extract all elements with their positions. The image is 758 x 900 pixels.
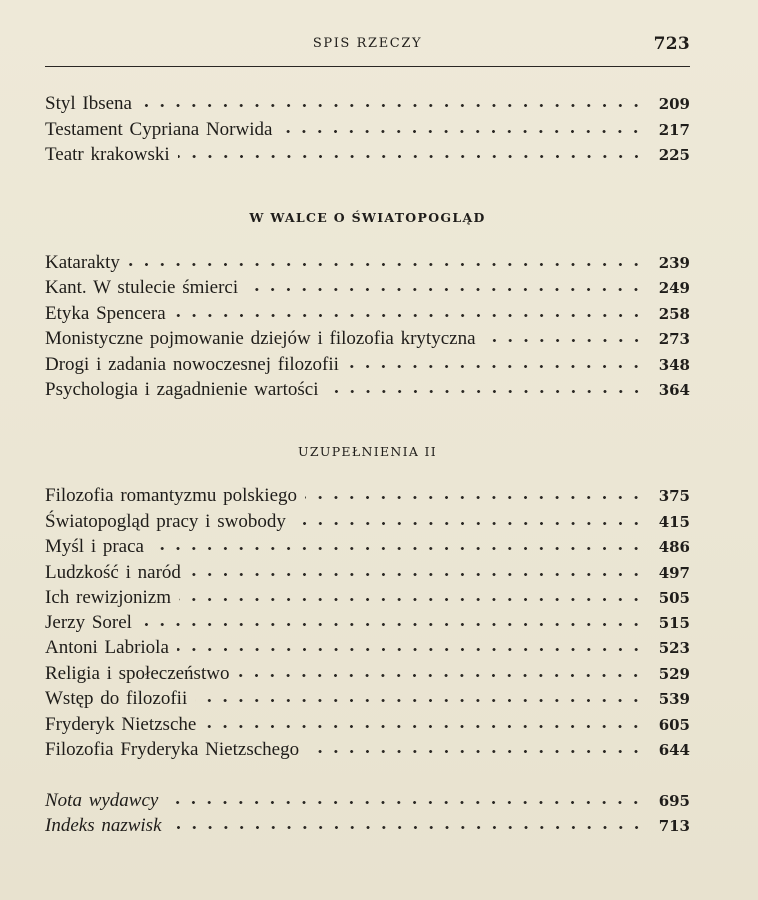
section-heading-w-walce: W WALCE O ŚWIATOPOGLĄD: [249, 210, 486, 225]
page-number: 723: [653, 34, 690, 54]
dot-leader: [347, 352, 644, 370]
toc-entry-title: Styl Ibsena: [45, 93, 132, 114]
toc-entry-title: Etyka Spencera: [45, 303, 166, 324]
running-head: [45, 36, 690, 58]
toc-entry-jerzy-sorel: [45, 610, 690, 634]
toc-entry-ludzkosc-i-narod: [45, 560, 690, 584]
toc-entry-title: Indeks nazwisk: [45, 815, 162, 836]
toc-entry-swiatopoglad-pracy: [45, 509, 690, 533]
toc-entry-page: 209: [658, 95, 690, 113]
toc-entry-title: Ludzkość i naród: [45, 562, 181, 583]
toc-entry-drogi-i-zadania: [45, 352, 690, 376]
toc-entry-nota-wydawcy: [45, 788, 690, 812]
toc-entry-title: Ich rewizjonizm: [45, 587, 171, 608]
toc-entry-page: 605: [658, 716, 690, 734]
toc-entry-title: Filozofia Fryderyka Nietzschego: [45, 739, 300, 760]
toc-entry-page: 239: [658, 254, 690, 272]
toc-entry-page: 515: [658, 614, 690, 632]
toc-entry-title: Testament Cypriana Norwida: [45, 119, 273, 140]
dot-leader: [177, 635, 644, 653]
toc-entry-page: 505: [658, 589, 690, 607]
toc-entry-title: Filozofia romantyzmu polskiego: [45, 485, 298, 506]
toc-entry-page: 497: [658, 564, 690, 582]
toc-entry-title: Drogi i zadania nowoczesnej filozofii: [45, 354, 339, 375]
dot-leader: [179, 585, 644, 603]
toc-entry-page: 273: [658, 330, 690, 348]
toc-entry-title: Światopogląd pracy i swobody: [45, 511, 286, 532]
toc-entry-antoni-labriola: [45, 635, 690, 659]
toc-entry-title: Antoni Labriola: [45, 637, 169, 658]
dot-leader: [305, 483, 644, 501]
toc-entry-psychologia: [45, 377, 690, 401]
dot-leader: [280, 117, 644, 135]
toc-entry-page: 539: [658, 690, 690, 708]
toc-entry-monistyczne-pojmowanie: [45, 326, 690, 350]
toc-entry-page: 249: [658, 279, 690, 297]
toc-entry-page: 225: [658, 146, 690, 164]
header-rule: [45, 66, 690, 67]
toc-entry-page: 695: [658, 792, 690, 810]
dot-leader: [204, 712, 644, 730]
toc-entry-page: 217: [658, 121, 690, 139]
toc-entry-page: 644: [658, 741, 690, 759]
dot-leader: [189, 560, 644, 578]
toc-entry-testament-cypriana-norwida: [45, 117, 690, 141]
toc-entry-page: 713: [658, 817, 690, 835]
dot-leader: [294, 509, 644, 527]
dot-leader: [246, 275, 644, 293]
toc-entry-page: 523: [658, 639, 690, 657]
dot-leader: [195, 686, 644, 704]
toc-entry-mysl-i-praca: [45, 534, 690, 558]
toc-entry-title: Psychologia i zagadnienie wartości: [45, 379, 319, 400]
toc-entry-title: Religia i społeczeństwo: [45, 663, 230, 684]
toc-entry-page: 364: [658, 381, 690, 399]
dot-leader: [484, 326, 644, 344]
dot-leader: [237, 661, 644, 679]
toc-entry-wstep-do-filozofii: [45, 686, 690, 710]
toc-entry-katarakty: [45, 250, 690, 274]
toc-entry-title: Wstęp do filozofii: [45, 688, 188, 709]
toc-entry-title: Nota wydawcy: [45, 790, 159, 811]
toc-entry-indeks-nazwisk: [45, 813, 690, 837]
toc-entry-filozofia-romantyzmu: [45, 483, 690, 507]
dot-leader: [152, 534, 644, 552]
toc-entry-religia-i-spoleczenstwo: [45, 661, 690, 685]
toc-entry-page: 529: [658, 665, 690, 683]
toc-entry-styl-ibsena: [45, 91, 690, 115]
toc-entry-page: 375: [658, 487, 690, 505]
toc-entry-page: 348: [658, 356, 690, 374]
toc-entry-teatr-krakowski: [45, 142, 690, 166]
dot-leader: [128, 250, 644, 268]
dot-leader: [166, 788, 644, 806]
dot-leader: [327, 377, 644, 395]
running-title: SPIS RZECZY: [312, 36, 423, 51]
toc-entry-filozofia-nietzschego: [45, 737, 690, 761]
toc-entry-page: 258: [658, 305, 690, 323]
dot-leader: [178, 142, 644, 160]
dot-leader: [140, 91, 644, 109]
toc-entry-title: Myśl i praca: [45, 536, 144, 557]
toc-entry-title: Kant. W stulecie śmierci: [45, 277, 239, 298]
toc-entry-ich-rewizjonizm: [45, 585, 690, 609]
toc-entry-fryderyk-nietzsche: [45, 712, 690, 736]
toc-entry-title: Fryderyk Nietzsche: [45, 714, 197, 735]
toc-entry-title: Monistyczne pojmowanie dziejów i filozofia krytyczna: [45, 328, 476, 349]
toc-entry-title: Jerzy Sorel: [45, 612, 132, 633]
dot-leader: [307, 737, 644, 755]
toc-entry-etyka-spencera: [45, 301, 690, 325]
section-heading-uzupelnienia: UZUPEŁNIENIA II: [298, 444, 437, 459]
dot-leader: [170, 813, 644, 831]
toc-entry-title: Teatr krakowski: [45, 144, 170, 165]
toc-entry-page: 415: [658, 513, 690, 531]
dot-leader: [140, 610, 644, 628]
dot-leader: [174, 301, 644, 319]
toc-entry-page: 486: [658, 538, 690, 556]
toc-entry-title: Katarakty: [45, 252, 120, 273]
toc-entry-kant: [45, 275, 690, 299]
